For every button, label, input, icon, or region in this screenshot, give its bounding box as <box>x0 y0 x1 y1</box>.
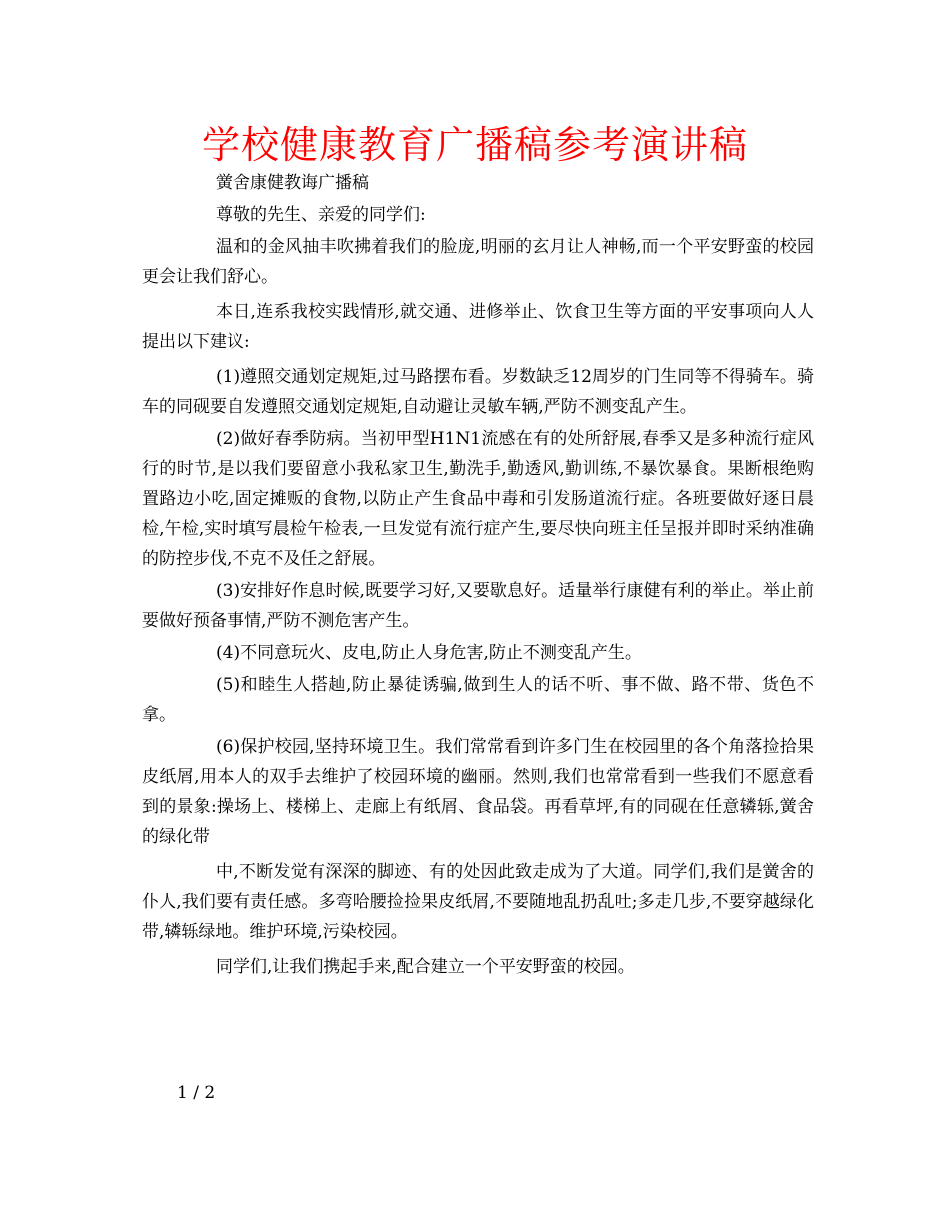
body-paragraph: 温和的金风抽丰吹拂着我们的脸庞,明丽的玄月让人神畅,而一个平安野蛮的校园更会让我们舒心。 <box>142 237 814 287</box>
page-number: 1 / 2 <box>177 1083 216 1103</box>
suggestion-item-2: (2)做好春季防病。当初甲型H1N1流感在有的处所舒展,春季又是多种流行症风行的时节,是以我们要留意小我私家卫生,勤洗手,勤透风,勤训练,不暴饮暴食。果断根绝购置路边小吃,固定摊贩的食物,以防止产生食品中毒和引发肠道流行症。各班要做好逐日晨检,午检,实时填写晨检午检表,一旦发觉有流行症产生,要尽快向班主任呈报并即时采纳准确的防控步伐,不克不及任之舒展。 <box>142 429 814 569</box>
closing-paragraph: 同学们,让我们携起手来,配合建立一个平安野蛮的校园。 <box>216 957 635 977</box>
body-paragraph-continued: 中,不断发觉有深深的脚迹、有的处因此致走成为了大道。同学们,我们是黉舍的仆人,我们要有责任感。多弯哈腰捡捡果皮纸屑,不要随地乱扔乱吐;多走几步,不要穿越绿化带,辚轹绿地。维护环境,污染校园。 <box>142 862 814 942</box>
suggestion-item-4: (4)不同意玩火、皮电,防止人身危害,防止不测变乱产生。 <box>216 643 642 663</box>
suggestion-item-1: (1)遵照交通划定规矩,过马路摆布看。岁数缺乏12周岁的门生同等不得骑车。骑车的同砚要自发遵照交通划定规矩,自动避让灵敏车辆,严防不测变乱产生。 <box>142 367 814 417</box>
document-title: 学校健康教育广播稿参考演讲稿 <box>201 123 748 167</box>
subtitle-paragraph: 黉舍康健教诲广播稿 <box>216 173 369 193</box>
salutation-paragraph: 尊敬的先生、亲爱的同学们: <box>216 205 426 225</box>
document-body <box>142 168 814 982</box>
suggestion-item-6: (6)保护校园,坚持环境卫生。我们常常看到许多门生在校园里的各个角落捡拾果皮纸屑,用本人的双手去维护了校园环境的幽丽。然则,我们也常常看到一些我们不愿意看到的景象:操场上、楼梯上、走廊上有纸屑、食品袋。再看草坪,有的同砚在任意辚轹,黉舍的绿化带 <box>142 737 814 847</box>
suggestion-item-3: (3)安排好作息时候,既要学习好,又要歇息好。适量举行康健有利的举止。举止前要做好预备事情,严防不测危害产生。 <box>142 581 814 631</box>
body-paragraph: 本日,连系我校实践情形,就交通、进修举止、饮食卫生等方面的平安事项向人人提出以下建议: <box>142 302 814 352</box>
suggestion-item-5: (5)和睦生人搭赸,防止暴徒诱骗,做到生人的话不听、事不做、路不带、货色不拿。 <box>142 675 814 725</box>
